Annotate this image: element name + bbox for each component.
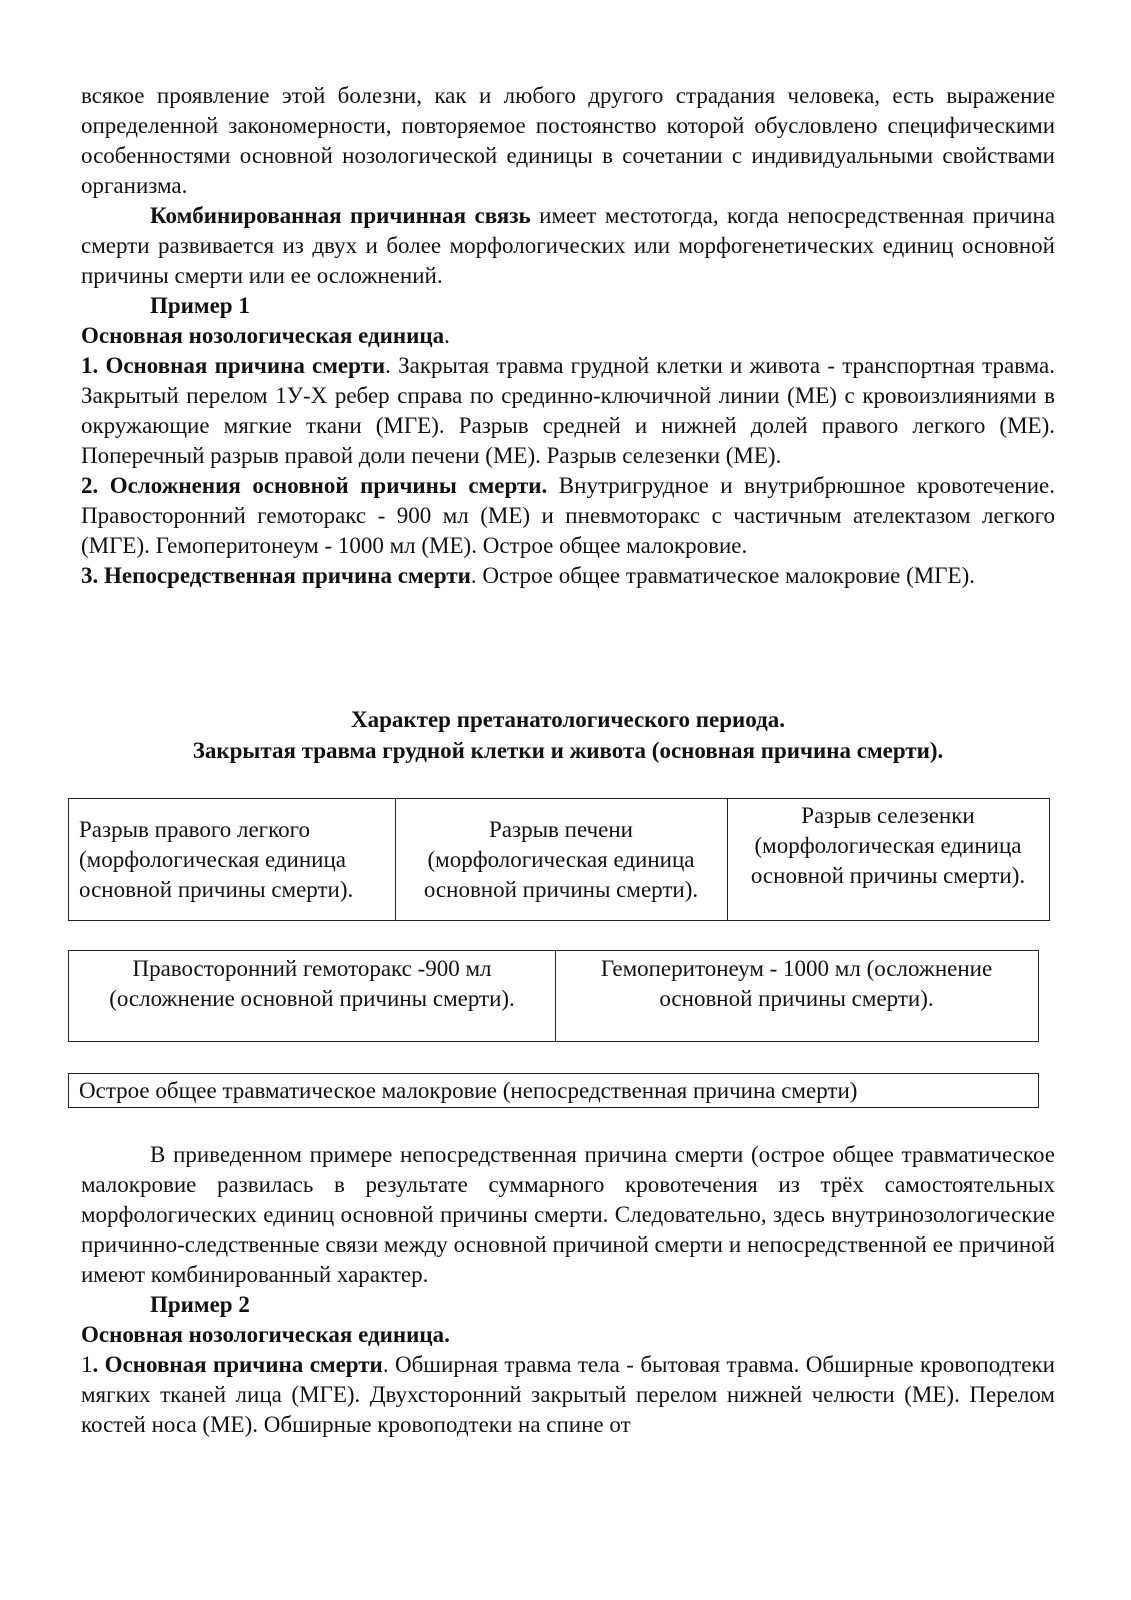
example1-item3: [81, 561, 1055, 591]
conclusion-paragraph: В приведенном примере непосредственная причина смерти (острое общее травматическое малокровие развилась в результате суммарного кровотечения из трёх самостоятельных морфологических единиц основной причины смерти. Следовательно, здесь внутринозологические причинно-следственные связи между основной причиной смерти и непосредственной ее причиной имеют комбинированный характер.: [81, 1142, 1055, 1287]
combined-term: Комбинированная причинная связь: [150, 203, 531, 228]
example1-unit: [81, 321, 1055, 351]
example1-item3-text: . Острое общее травматическое малокровие (МГЕ).: [470, 563, 975, 588]
document-page-lower: [81, 1140, 1055, 1440]
example2-item1: [81, 1350, 1055, 1440]
example1-item1: [81, 351, 1055, 471]
section-heading-line2: Закрытая травма грудной клетки и живота (основная причина смерти).: [192, 738, 944, 763]
example1-unit-dot: .: [444, 323, 450, 348]
section-heading: [81, 704, 1055, 766]
diagram-row3: [68, 1073, 1039, 1108]
example1-item2: [81, 471, 1055, 561]
diagram-row2: [68, 950, 1039, 1042]
intro-paragraph: всякое проявление этой болезни, как и любого другого страдания человека, есть выражение определенной закономерности, повторяемое постоянство которой обусловлено специфическими особенностями основной нозологической единицы в сочетании с индивидуальными свойствами организма.: [81, 83, 1055, 198]
combined-text: имеет местотогда, когда непосредственная причина смерти развивается из двух и более морфологических или морфогенетических единиц основной причины смерти или ее осложнений.: [81, 203, 1056, 288]
example2-item1-text: . Обширная травма тела - бытовая травма. Обширные кровоподтеки мягких тканей лица (МГЕ). Двухсторонний закрытый перелом нижней челюсти (МЕ). Перелом костей носа (МЕ). Обширные кровоподтеки на спине от: [81, 1352, 1055, 1437]
example2-item1-label: . Основная причина смерти: [92, 1352, 383, 1377]
example1-title: Пример 1: [150, 293, 250, 318]
diagram-cell-hemoperitoneum: Гемоперитонеум - 1000 мл (осложнение основной причины смерти).: [600, 956, 993, 1011]
example1-item3-label: 3. Непосредственная причина смерти: [81, 563, 471, 588]
diagram-row1: [68, 798, 1050, 921]
diagram-cell-lung: Разрыв правого легкого (морфологическая единица основной причины смерти).: [79, 816, 354, 902]
example2-unit: Основная нозологическая единица.: [81, 1322, 450, 1347]
diagram-cell-spleen: Разрыв селезенки (морфологическая единица основной причины смерти).: [750, 803, 1026, 888]
example1-item2-text: Внутригрудное и внутрибрюшное кровотечение. Правосторонний гемоторакс - 900 мл (МЕ) и пневмоторакс с частичным ателектазом легкого (МГЕ). Гемоперитонеум - 1000 мл (МЕ). Острое общее малокровие.: [81, 473, 1055, 558]
diagram-cell-hemothorax: Правосторонний гемоторакс -900 мл (осложнение основной причины смерти).: [109, 956, 515, 1011]
document-page: [81, 81, 1055, 591]
example1-item1-label: 1. Основная причина смерти: [81, 353, 386, 378]
section-heading-line1: Характер претанатологического периода.: [351, 707, 785, 732]
diagram-cell-liver: Разрыв печени (морфологическая единица основной причины смерти).: [423, 816, 699, 902]
example1-item1-text: . Закрытая травма грудной клетки и живота - транспортная травма. Закрытый перелом 1У-Х ребер справа по срединно-ключичной линии (МЕ) с кровоизлияниями в окружающие мягкие ткани (МГЕ). Разрыв средней и нижней долей правого легкого (МЕ). Поперечный разрыв правой доли печени (МЕ). Разрыв селезенки (МЕ).: [81, 353, 1055, 468]
example2-item1-num: 1: [81, 1352, 93, 1377]
example1-item2-label: 2. Осложнения основной причины смерти.: [81, 473, 548, 498]
example2-title: Пример 2: [150, 1292, 250, 1317]
combined-paragraph: [81, 201, 1055, 291]
diagram-cell-anemia: Острое общее травматическое малокровие (непосредственная причина смерти): [79, 1077, 858, 1103]
example1-unit-label: Основная нозологическая единица: [81, 323, 445, 348]
